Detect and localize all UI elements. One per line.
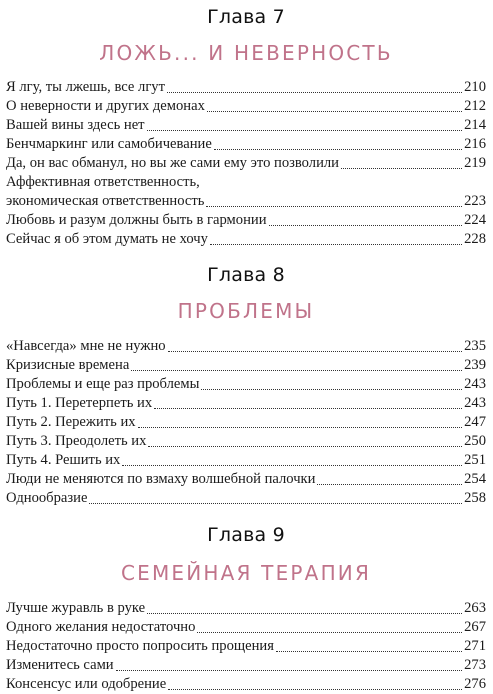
toc-entry[interactable]	[6, 337, 486, 356]
toc-entry[interactable]	[6, 413, 486, 432]
toc-entry-title: Бенчмаркинг или самобичевание	[6, 136, 212, 152]
toc-entry-title: О неверности и других демонах	[6, 98, 205, 114]
toc-entry[interactable]	[6, 470, 486, 489]
toc-entry-title: Люди не меняются по взмаху волшебной палочки	[6, 471, 316, 487]
toc-entry[interactable]	[6, 489, 486, 508]
toc-entry-title: Любовь и разум должны быть в гармонии	[6, 212, 267, 228]
toc-entry-title: Консенсус или одобрение	[6, 676, 167, 692]
chapter-9	[6, 522, 486, 694]
chapter-8	[6, 262, 486, 508]
chapter-title: ПРОБЛЕМЫ	[177, 299, 315, 323]
toc-entry-title: Лучше журавль в руке	[6, 600, 146, 616]
toc-entry-title: Вашей вины здесь нет	[6, 117, 145, 133]
dot-leader	[201, 389, 462, 390]
toc-entry-page: 235	[464, 338, 486, 354]
toc-entry[interactable]	[6, 394, 486, 413]
toc-entry[interactable]	[6, 97, 486, 116]
toc-entry-page: 228	[464, 231, 486, 247]
toc-entry-title-line1: Аффективная ответственность,	[6, 174, 200, 190]
toc-entry-page: 212	[464, 98, 486, 114]
toc-entry[interactable]	[6, 432, 486, 451]
chapter-label: Глава 8	[207, 264, 285, 286]
dot-leader	[168, 689, 462, 690]
dot-leader	[147, 130, 463, 131]
chapter-title: СЕМЕЙНАЯ ТЕРАПИЯ	[120, 561, 372, 585]
dot-leader	[168, 351, 463, 352]
toc-entry-page: 214	[464, 117, 486, 133]
toc-entry[interactable]	[6, 154, 486, 173]
dot-leader	[317, 484, 462, 485]
toc-entry-page: 258	[464, 490, 486, 506]
toc-entry[interactable]	[6, 230, 486, 249]
toc-entry-page: 210	[464, 79, 486, 95]
toc-list	[6, 337, 486, 508]
dot-leader	[138, 427, 463, 428]
toc-entry[interactable]	[6, 356, 486, 375]
dot-leader	[210, 244, 462, 245]
toc-entry-title: Одного желания недостаточно	[6, 619, 196, 635]
toc-entry-title: экономическая ответственность	[6, 193, 205, 209]
dot-leader	[207, 111, 462, 112]
toc-entry-page: 216	[464, 136, 486, 152]
toc-entry-title: Я лгу, ты лжешь, все лгут	[6, 79, 165, 95]
toc-entry[interactable]	[6, 135, 486, 154]
toc-entry-title: Изменитесь сами	[6, 657, 114, 673]
toc-entry-page: 239	[464, 357, 486, 373]
toc-entry[interactable]	[6, 618, 486, 637]
toc-entry[interactable]	[6, 116, 486, 135]
toc-entry-title: Путь 3. Преодолеть их	[6, 433, 147, 449]
dot-leader	[276, 651, 462, 652]
toc-entry-title: Проблемы и еще раз проблемы	[6, 376, 200, 392]
toc-entry-page: 276	[464, 676, 486, 692]
toc-entry-page: 273	[464, 657, 486, 673]
toc-entry-title: Недостаточно просто попросить прощения	[6, 638, 274, 654]
dot-leader	[341, 168, 462, 169]
toc-entry[interactable]	[6, 451, 486, 470]
dot-leader	[269, 225, 463, 226]
toc-entry-page: 243	[464, 395, 486, 411]
toc-entry-page: 254	[464, 471, 486, 487]
toc-entry[interactable]	[6, 656, 486, 675]
toc-entry-title: Кризисные времена	[6, 357, 130, 373]
dot-leader	[131, 370, 462, 371]
toc-entry[interactable]	[6, 78, 486, 97]
dot-leader	[154, 408, 462, 409]
toc-entry[interactable]	[6, 173, 486, 211]
toc-entry[interactable]	[6, 375, 486, 394]
toc-entry-page: 247	[464, 414, 486, 430]
toc-entry[interactable]	[6, 675, 486, 694]
toc-entry-page: 219	[464, 155, 486, 171]
toc-entry-title: Путь 4. Решить их	[6, 452, 121, 468]
toc-entry-title: «Навсегда» мне не нужно	[6, 338, 166, 354]
toc-entry-page: 223	[464, 193, 486, 209]
toc-entry-title: Сейчас я об этом думать не хочу	[6, 231, 208, 247]
toc-entry-page: 250	[464, 433, 486, 449]
chapter-label: Глава 7	[207, 6, 285, 28]
dot-leader	[89, 503, 462, 504]
toc-entry[interactable]	[6, 599, 486, 618]
toc-entry-page: 224	[464, 212, 486, 228]
toc-entry-page: 271	[464, 638, 486, 654]
toc-entry-title: Однообразие	[6, 490, 88, 506]
dot-leader	[167, 92, 462, 93]
chapter-7	[6, 4, 486, 249]
toc-list	[6, 599, 486, 694]
dot-leader	[197, 632, 462, 633]
toc-entry-title: Путь 1. Перетерпеть их	[6, 395, 153, 411]
toc-entry[interactable]	[6, 637, 486, 656]
dot-leader	[116, 670, 463, 671]
toc-entry-title: Путь 2. Пережить их	[6, 414, 136, 430]
dot-leader	[214, 149, 462, 150]
toc-entry-page: 263	[464, 600, 486, 616]
chapter-title: ЛОЖЬ... И НЕВЕРНОСТЬ	[99, 41, 393, 65]
toc-entry[interactable]	[6, 211, 486, 230]
toc-entry-title: Да, он вас обманул, но вы же сами ему это позволили	[6, 155, 339, 171]
toc-entry-page: 251	[464, 452, 486, 468]
toc-entry-line2	[6, 192, 486, 211]
dot-leader	[122, 465, 462, 466]
chapter-label: Глава 9	[207, 524, 285, 546]
toc-entry-page: 267	[464, 619, 486, 635]
toc-entry-page: 243	[464, 376, 486, 392]
toc-list	[6, 78, 486, 249]
dot-leader	[148, 446, 462, 447]
dot-leader	[147, 613, 462, 614]
dot-leader	[206, 206, 462, 207]
